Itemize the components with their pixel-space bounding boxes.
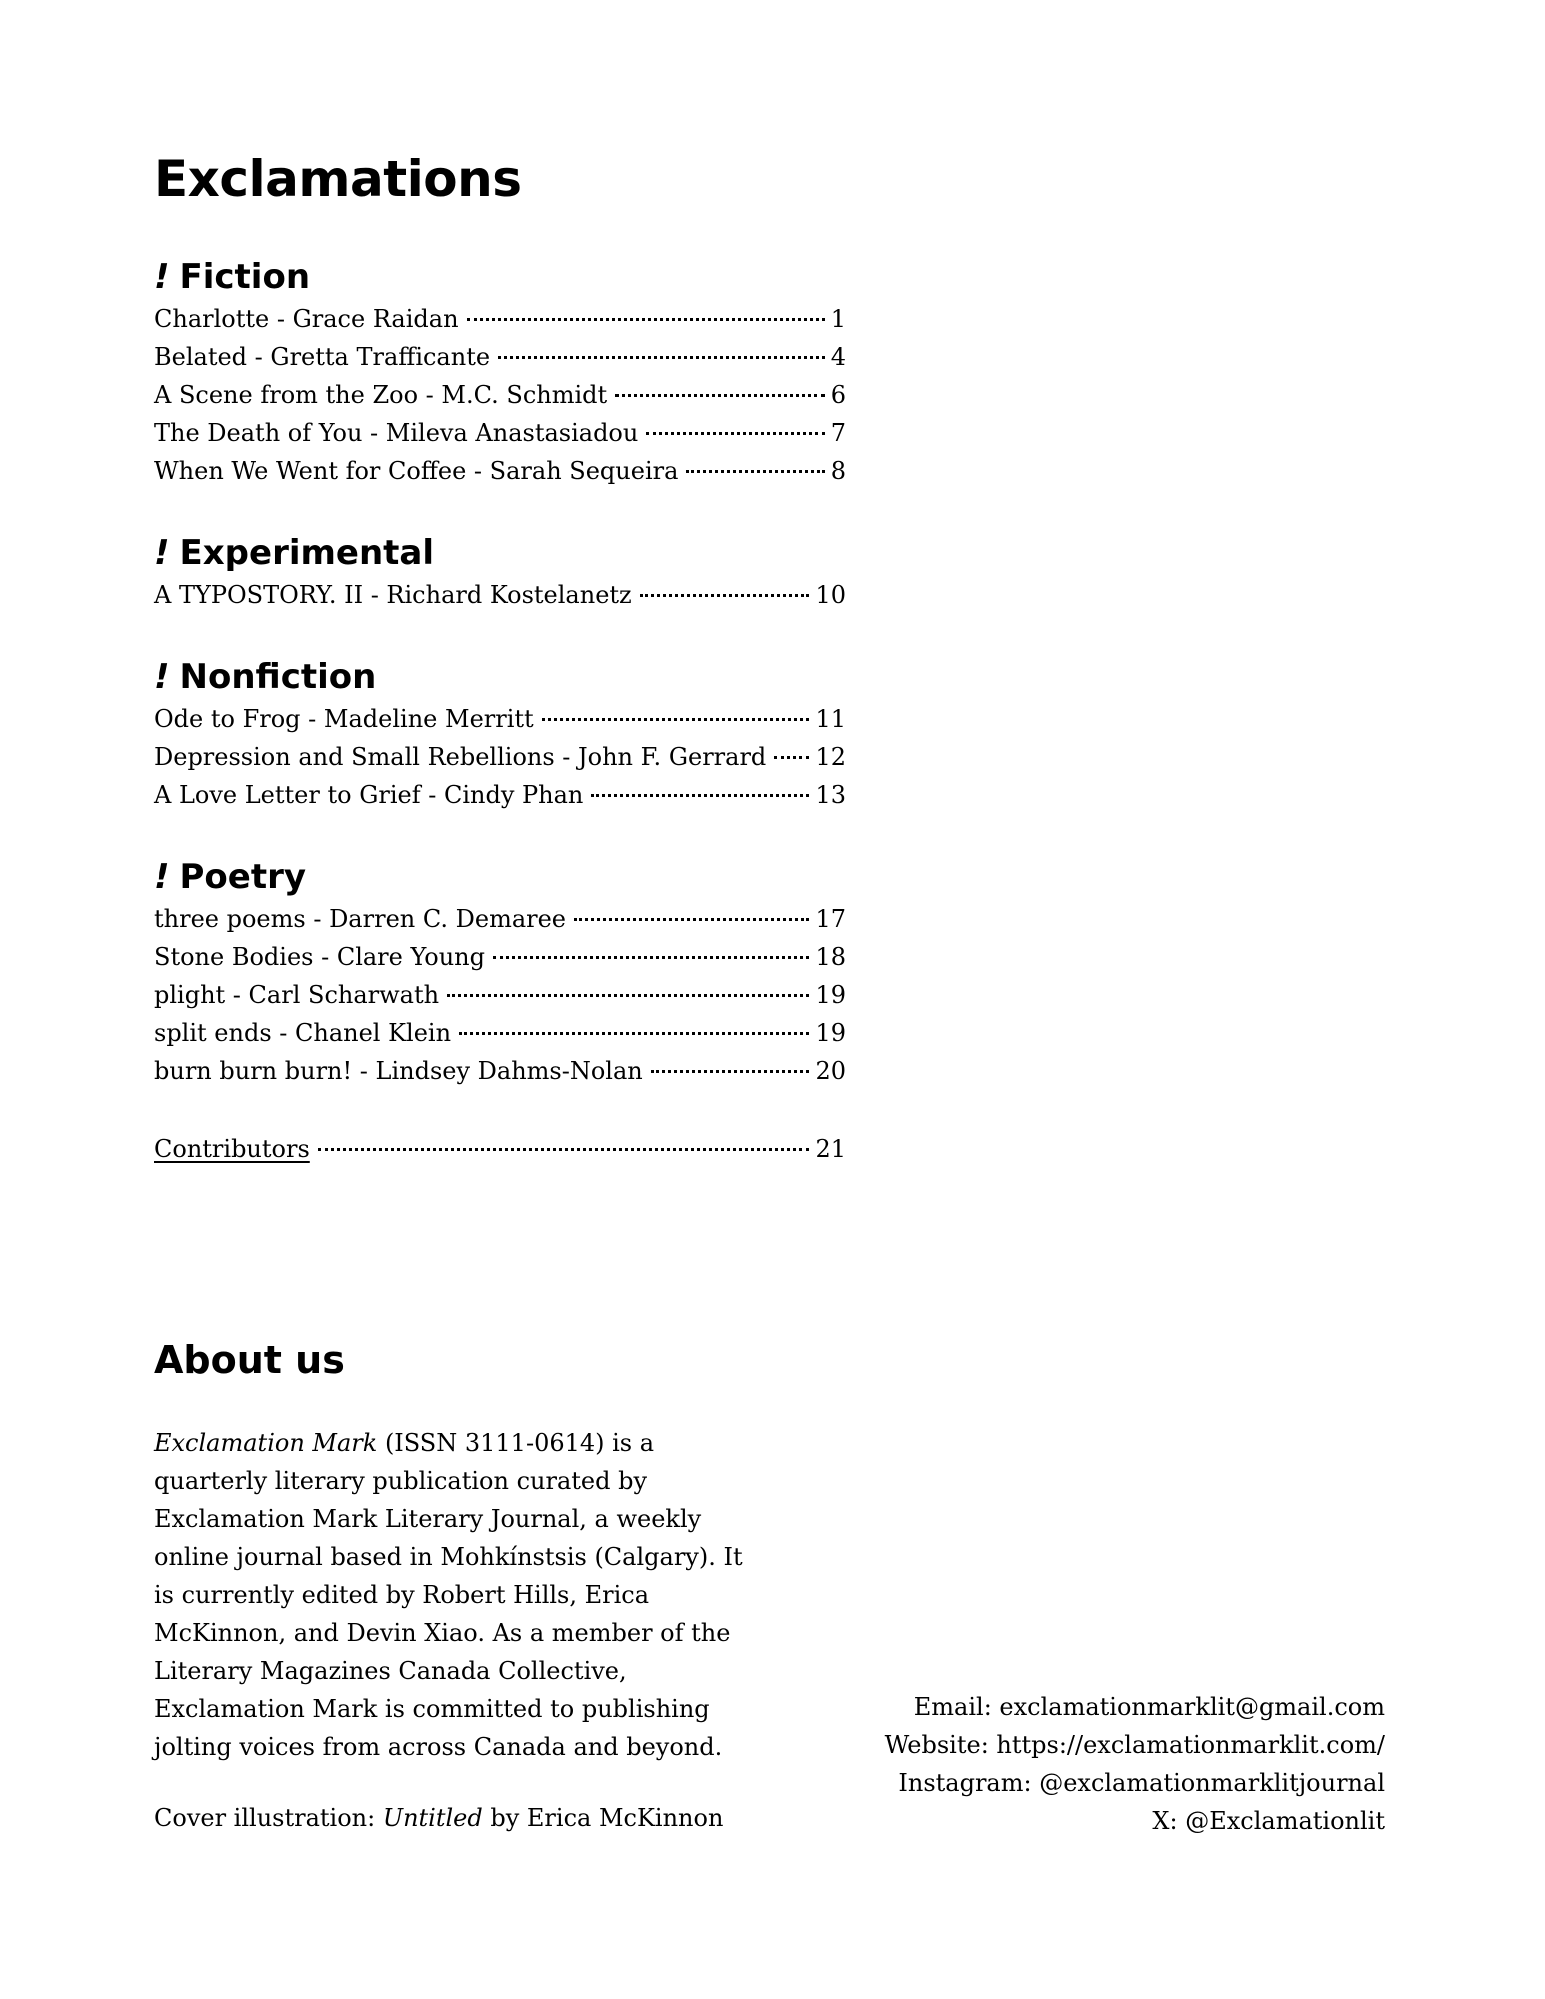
entry-title: Charlotte - Grace Raidan bbox=[154, 305, 459, 333]
cover-work-title: Untitled bbox=[382, 1804, 483, 1832]
section-heading-label: Experimental bbox=[179, 533, 435, 573]
section-heading bbox=[154, 530, 846, 576]
dot-leader bbox=[574, 918, 809, 921]
entry-title: burn burn burn! - Lindsey Dahms-Nolan bbox=[154, 1057, 643, 1085]
toc-entry bbox=[154, 776, 846, 814]
page-number: 4 bbox=[830, 343, 846, 371]
toc-entry-contributors bbox=[154, 1130, 846, 1168]
contributors-link[interactable]: Contributors bbox=[154, 1135, 310, 1163]
about-heading: About us bbox=[154, 1338, 345, 1382]
dot-leader bbox=[651, 1070, 810, 1073]
toc-section-poetry bbox=[154, 854, 846, 1090]
dot-leader bbox=[542, 718, 810, 721]
dot-leader bbox=[447, 994, 809, 997]
toc-entry bbox=[154, 700, 846, 738]
entry-title: three poems - Darren C. Demaree bbox=[154, 905, 567, 933]
dot-leader bbox=[493, 956, 809, 959]
toc-entry bbox=[154, 1052, 846, 1090]
page-number: 20 bbox=[815, 1057, 846, 1085]
entry-title: plight - Carl Scharwath bbox=[154, 981, 440, 1009]
toc-entry bbox=[154, 900, 846, 938]
contact-block bbox=[885, 1688, 1385, 1840]
toc-entry bbox=[154, 938, 846, 976]
section-heading bbox=[154, 254, 846, 300]
contact-instagram[interactable]: Instagram: @exclamationmarklitjournal bbox=[898, 1769, 1385, 1797]
section-heading-label: Poetry bbox=[179, 857, 307, 897]
page-number: 19 bbox=[815, 1019, 846, 1047]
cover-prefix: Cover illustration: bbox=[154, 1804, 383, 1832]
table-of-contents bbox=[154, 254, 846, 1168]
section-heading-label: Nonfiction bbox=[179, 657, 377, 697]
entry-title: A Love Letter to Grief - Cindy Phan bbox=[154, 781, 584, 809]
entry-title: The Death of You - Mileva Anastasiadou bbox=[154, 419, 639, 447]
dot-leader bbox=[646, 432, 824, 435]
entry-title: Belated - Gretta Trafficante bbox=[154, 343, 491, 371]
dot-leader bbox=[686, 470, 824, 473]
dot-leader bbox=[459, 1032, 809, 1035]
dot-leader bbox=[318, 1148, 810, 1151]
section-heading bbox=[154, 654, 846, 700]
entry-title: split ends - Chanel Klein bbox=[154, 1019, 452, 1047]
cover-credit bbox=[154, 1799, 723, 1837]
page-number: 8 bbox=[830, 457, 846, 485]
entry-title: Depression and Small Rebellions - John F. Gerrard bbox=[154, 743, 767, 771]
contact-email[interactable]: Email: exclamationmarklit@gmail.com bbox=[913, 1693, 1385, 1721]
dot-leader bbox=[467, 318, 825, 321]
toc-section-nonfiction bbox=[154, 654, 846, 814]
contact-x[interactable]: X: @Exclamationlit bbox=[1152, 1807, 1385, 1835]
entry-title: Ode to Frog - Madeline Merritt bbox=[154, 705, 534, 733]
exclamation-glyph: ! bbox=[154, 857, 170, 897]
page-number: 17 bbox=[815, 905, 846, 933]
entry-title: Stone Bodies - Clare Young bbox=[154, 943, 485, 971]
exclamation-glyph: ! bbox=[154, 533, 170, 573]
exclamation-glyph: ! bbox=[154, 257, 170, 297]
page-number: 7 bbox=[830, 419, 846, 447]
page-number: 11 bbox=[815, 705, 846, 733]
toc-entry bbox=[154, 1014, 846, 1052]
section-heading-label: Fiction bbox=[179, 257, 311, 297]
about-paragraph bbox=[154, 1424, 754, 1766]
page-number: 10 bbox=[815, 581, 846, 609]
toc-section-experimental bbox=[154, 530, 846, 614]
page-number: 12 bbox=[815, 743, 846, 771]
toc-entry bbox=[154, 300, 846, 338]
entry-title: A Scene from the Zoo - M.C. Schmidt bbox=[154, 381, 608, 409]
entry-title: A TYPOSTORY. II - Richard Kostelanetz bbox=[154, 581, 632, 609]
dot-leader bbox=[774, 756, 809, 759]
dot-leader bbox=[615, 394, 825, 397]
page-title: Exclamations bbox=[154, 150, 522, 208]
page-number: 19 bbox=[815, 981, 846, 1009]
page-number: 6 bbox=[830, 381, 846, 409]
cover-suffix: by Erica McKinnon bbox=[482, 1804, 724, 1832]
toc-section-fiction bbox=[154, 254, 846, 490]
toc-entry bbox=[154, 414, 846, 452]
page-number: 18 bbox=[815, 943, 846, 971]
entry-title: When We Went for Coffee - Sarah Sequeira bbox=[154, 457, 679, 485]
dot-leader bbox=[498, 356, 825, 359]
toc-entry bbox=[154, 576, 846, 614]
toc-entry bbox=[154, 376, 846, 414]
page-number: 1 bbox=[830, 305, 846, 333]
about-text: (ISSN 3111-0614) is a quarterly literary publication curated by Exclamation Mark Literary Journal, a weekly online journal based in Mohkínstsis (Calgary). It is currently edited by Robert Hills, Erica McKinnon, and Devin Xiao. As a member of the Literary Magazines Canada Collective, Exclamation Mark is committed to publishing jolting voices from across Canada and beyond. bbox=[154, 1429, 743, 1761]
exclamation-glyph: ! bbox=[154, 657, 170, 697]
toc-entry bbox=[154, 738, 846, 776]
page-number: 21 bbox=[815, 1135, 846, 1163]
toc-entry bbox=[154, 976, 846, 1014]
contact-website[interactable]: Website: https://exclamationmarklit.com/ bbox=[884, 1731, 1385, 1759]
dot-leader bbox=[640, 594, 810, 597]
toc-entry bbox=[154, 338, 846, 376]
journal-name: Exclamation Mark bbox=[154, 1429, 378, 1457]
page-number: 13 bbox=[815, 781, 846, 809]
dot-leader bbox=[591, 794, 809, 797]
toc-entry bbox=[154, 452, 846, 490]
section-heading bbox=[154, 854, 846, 900]
